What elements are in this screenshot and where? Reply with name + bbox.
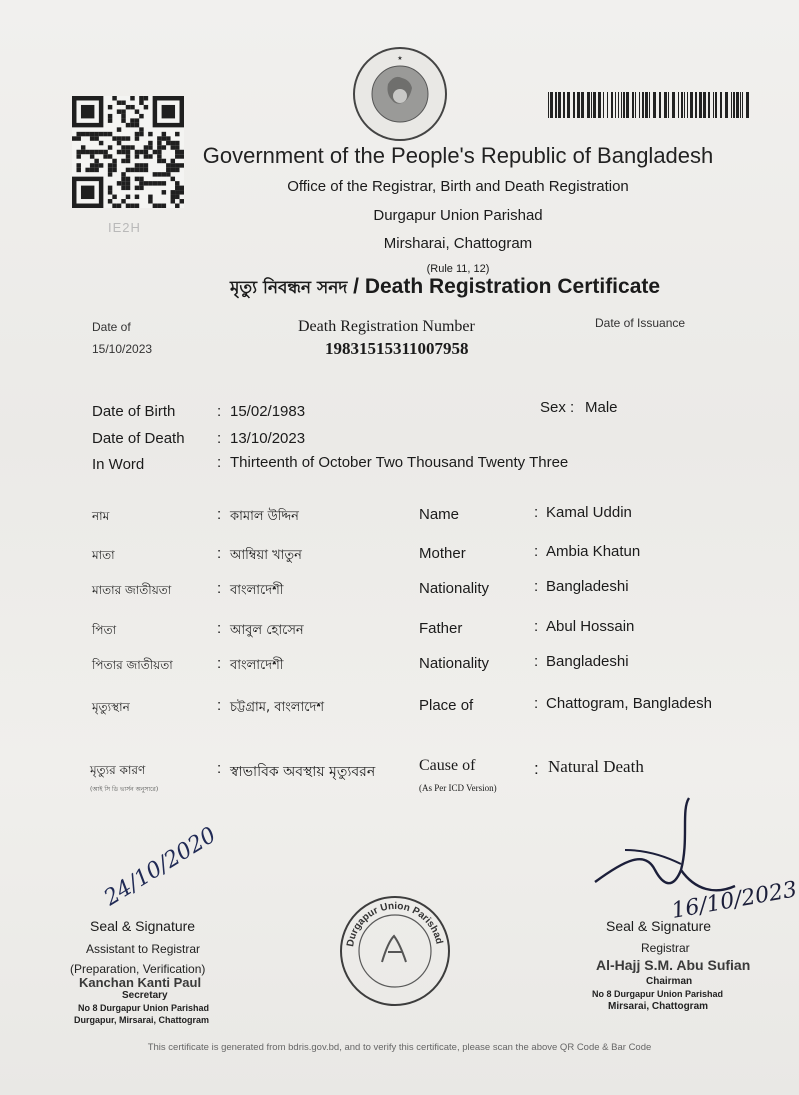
detail-en-colon: : [534, 504, 539, 521]
detail-en-value: Bangladeshi [546, 653, 629, 670]
detail-en-label: Mother [419, 545, 466, 562]
sex-label: Sex : [540, 399, 575, 416]
barcode-bar [708, 92, 710, 118]
detail-bn-label: মৃত্যুস্থান [92, 700, 130, 714]
union-parishad-seal [336, 892, 454, 1010]
qr-caption: IE2H [108, 220, 141, 235]
cause-bn-label: মৃত্যুর কারণ [90, 763, 146, 777]
dod-colon: : [217, 430, 222, 447]
dob-value: 15/02/1983 [230, 403, 306, 420]
cause-en-value: Natural Death [548, 757, 644, 776]
left-role: Assistant to Registrar [86, 942, 201, 956]
barcode-bar [593, 92, 596, 118]
barcode-bar [603, 92, 604, 118]
barcode-bar [548, 92, 549, 118]
detail-bn-value: বাংলাদেশী [230, 583, 284, 598]
barcode-bar [687, 92, 688, 118]
barcode-bar [699, 92, 702, 118]
detail-bn-colon: : [217, 545, 222, 562]
dob-label: Date of Birth [92, 403, 176, 420]
left-duty: (Preparation, Verification) [70, 962, 206, 976]
detail-en-colon: : [534, 578, 539, 595]
cause-bn-value: স্বাভাবিক অবস্থায় মৃত্যুবরন [230, 764, 376, 780]
left-office: No 8 Durgapur Union Parishad [78, 1003, 210, 1013]
barcode-bar [659, 92, 661, 118]
barcode-bar [681, 92, 683, 118]
barcode-bar [678, 92, 679, 118]
right-position: Chairman [646, 976, 693, 987]
barcode-bar [558, 92, 561, 118]
dob-colon: : [217, 403, 222, 420]
detail-bn-label: পিতার জাতীয়তা [92, 658, 173, 672]
barcode-bar [607, 92, 608, 118]
location-name: Mirsharai, Chattogram [383, 235, 533, 252]
certificate-title-bn: মৃত্যু নিবন্ধন সনদ [229, 278, 348, 298]
detail-bn-value: আবুল হোসেন [230, 623, 304, 638]
footer-note: This certificate is generated from bdris.gov.bd, and to verify this certificate, please scan the above QR Code & Bar Code [147, 1042, 652, 1053]
barcode-bar [736, 92, 739, 118]
government-title: Government of the People's Republic of Bangladesh [202, 143, 714, 168]
inword-value: Thirteenth of October Two Thousand Twenty Three [230, 454, 569, 471]
right-address: Mirsarai, Chattogram [608, 1001, 709, 1012]
barcode-bar [615, 92, 616, 118]
left-name: Kanchan Kanti Paul [79, 975, 202, 990]
barcode-bar [581, 92, 584, 118]
detail-en-colon: : [534, 695, 539, 712]
detail-bn-colon: : [217, 655, 222, 672]
left-handwritten-date: 24/10/2020 [99, 822, 221, 912]
barcode-bar [555, 92, 557, 118]
barcode-bar [695, 92, 697, 118]
certificate-title [0, 275, 799, 303]
barcode-bar [577, 92, 580, 118]
barcode-bar [626, 92, 629, 118]
barcode-bar [649, 92, 650, 118]
rule-reference: (Rule 11, 12) [426, 263, 490, 275]
barcode-bar [598, 92, 601, 118]
barcode-bar [668, 92, 669, 118]
detail-en-value: Bangladeshi [546, 578, 629, 595]
barcode-bar [672, 92, 675, 118]
cause-en-sub: (As Per ICD Version) [419, 783, 497, 793]
left-position: Secretary [122, 990, 168, 1001]
seal-text: Durgapur Union Parishad [345, 900, 445, 948]
barcode-bar [713, 92, 714, 118]
detail-bn-value: আম্বিয়া খাতুন [230, 548, 302, 563]
barcode-bar [563, 92, 565, 118]
detail-bn-colon: : [217, 580, 222, 597]
barcode-bar [725, 92, 728, 118]
barcode-bar [731, 92, 732, 118]
detail-en-colon: : [534, 543, 539, 560]
cause-bn-sub: (আই সি ডি ভার্সন অনুসারে) [90, 786, 159, 793]
barcode-bar [653, 92, 656, 118]
barcode-bar [720, 92, 722, 118]
right-role: Registrar [641, 941, 690, 955]
barcode-bar [587, 92, 590, 118]
barcode-bar [591, 92, 592, 118]
detail-bn-label: নাম [92, 509, 110, 523]
svg-text:★: ★ [397, 55, 403, 62]
detail-bn-label: মাতার জাতীয়তা [92, 583, 172, 597]
detail-en-value: Chattogram, Bangladesh [546, 695, 712, 712]
detail-bn-value: বাংলাদেশী [230, 658, 284, 673]
detail-bn-value: কামাল উদ্দিন [230, 509, 299, 524]
barcode-bar [618, 92, 619, 118]
detail-en-colon: : [534, 653, 539, 670]
cause-colon-en: : [534, 759, 539, 778]
barcode-bar [645, 92, 648, 118]
inword-colon: : [217, 454, 222, 471]
barcode-bar [632, 92, 634, 118]
barcode-bar [715, 92, 717, 118]
detail-en-value: Abul Hossain [546, 618, 635, 635]
detail-bn-colon: : [217, 697, 222, 714]
barcode-bar [573, 92, 575, 118]
barcode-bar [684, 92, 685, 118]
left-address: Durgapur, Mirsarai, Chattogram [74, 1015, 210, 1025]
barcode-bar [639, 92, 640, 118]
detail-en-label: Nationality [419, 580, 490, 597]
office-title: Office of the Registrar, Birth and Death Registration [287, 178, 629, 195]
detail-bn-value: চট্টগ্রাম, বাংলাদেশ [230, 700, 325, 715]
issuance-label: Date of Issuance [595, 316, 686, 330]
barcode-bar [621, 92, 622, 118]
registration-number: 19831515311007958 [325, 339, 469, 358]
barcode-bar [740, 92, 741, 118]
detail-en-label: Place of [419, 697, 474, 714]
right-seal-title: Seal & Signature [606, 918, 712, 934]
detail-en-label: Name [419, 506, 460, 523]
detail-bn-colon: : [217, 506, 222, 523]
detail-bn-colon: : [217, 620, 222, 637]
certificate-title-en: / Death Registration Certificate [347, 275, 661, 298]
detail-bn-label: মাতা [92, 548, 115, 562]
date-of-label: Date of [92, 320, 131, 334]
barcode-bar [635, 92, 636, 118]
right-name: Al-Hajj S.M. Abu Sufian [596, 957, 751, 973]
barcode-bar [550, 92, 553, 118]
barcode-bar [567, 92, 570, 118]
sex-value: Male [585, 399, 618, 416]
detail-en-value: Kamal Uddin [546, 504, 632, 521]
union-name: Durgapur Union Parishad [373, 207, 543, 224]
dod-value: 13/10/2023 [230, 430, 306, 447]
barcode-bar [611, 92, 613, 118]
registration-number-label: Death Registration Number [298, 318, 475, 335]
barcode-bar [642, 92, 644, 118]
detail-en-label: Father [419, 620, 463, 637]
left-seal-title: Seal & Signature [90, 918, 196, 934]
barcode-bar [703, 92, 706, 118]
date-of-value: 15/10/2023 [92, 342, 153, 356]
inword-label: In Word [92, 456, 145, 473]
government-emblem [350, 44, 450, 144]
barcode-bar [623, 92, 625, 118]
dod-label: Date of Death [92, 430, 185, 447]
cause-en-label: Cause of [419, 757, 476, 774]
detail-en-value: Ambia Khatun [546, 543, 641, 560]
detail-bn-label: পিতা [92, 623, 117, 637]
right-office: No 8 Durgapur Union Parishad [592, 989, 724, 999]
cause-colon-bn: : [217, 760, 222, 777]
barcode-bar [664, 92, 667, 118]
barcode-bar [690, 92, 693, 118]
right-handwritten-signature [585, 790, 799, 924]
left-handwritten-signature [99, 822, 280, 916]
barcode-bar [742, 92, 743, 118]
barcode-bar [733, 92, 735, 118]
detail-en-label: Nationality [419, 655, 490, 672]
detail-en-colon: : [534, 618, 539, 635]
barcode-bar [746, 92, 749, 118]
right-handwritten-date: 16/10/2023 [669, 877, 799, 924]
barcode [548, 92, 752, 118]
